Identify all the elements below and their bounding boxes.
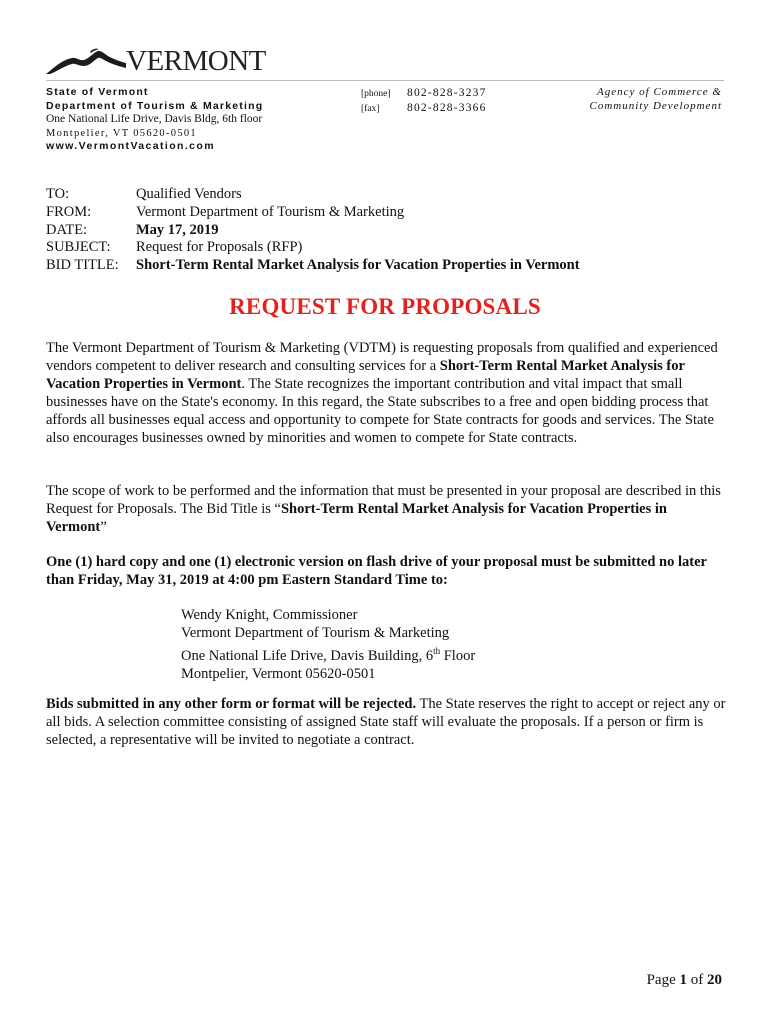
date-label: DATE: xyxy=(46,221,88,238)
from-label: FROM: xyxy=(46,203,92,220)
intro-text-a: The Vermont Department of Tourism & Marketing (VDTM) is requesting proposals from qualified and experienced vendors competent to deliver research and consulting services for a xyxy=(46,340,718,374)
page-number xyxy=(647,972,722,989)
page-of: of xyxy=(687,972,707,988)
intro-text-c: . The State recognizes the important contribution and vital impact that small businesses have on the State's economy. In this regard, the State subscribes to a free and open bidding process that affords all businesses equal access and opportunity to compete for State contracts for goods and services. The State also encourages businesses owned by minorities and women to compete for State contracts. xyxy=(46,376,714,446)
addr-line-2: Vermont Department of Tourism & Marketing xyxy=(181,625,450,641)
page-total: 20 xyxy=(707,972,722,988)
website-link[interactable]: www.VermontVacation.com xyxy=(46,140,215,153)
subject-value: Request for Proposals (RFP) xyxy=(136,239,303,256)
rejection-text-bold: Bids submitted in any other form or format will be rejected. xyxy=(46,696,417,712)
from-value: Vermont Department of Tourism & Marketing xyxy=(136,203,405,220)
scope-text-bold: Short-Term Rental Market Analysis for Vacation Properties in Vermont xyxy=(46,501,667,535)
addr-line-3-b: Floor xyxy=(440,647,476,664)
phone-label: [phone] xyxy=(361,89,391,99)
vermont-logo xyxy=(46,44,266,78)
addr-line-4: Montpelier, Vermont 05620-0501 xyxy=(181,665,376,682)
intro-paragraph xyxy=(46,339,726,447)
org-line-1: State of Vermont xyxy=(46,86,149,98)
scope-text-a: The scope of work to be performed and the information that must be presented in your proposal are described in this Request for Proposals. The Bid Title is “ xyxy=(46,483,721,517)
submission-paragraph: One (1) hard copy and one (1) electronic version on flash drive of your proposal must be submitted no later than Friday, May 31, 2019 at 4:00 pm Eastern Standard Time to: xyxy=(46,554,707,588)
letterhead-address-block xyxy=(46,86,263,154)
fax-number: 802-828-3366 xyxy=(407,101,487,114)
subject-label: SUBJECT: xyxy=(46,239,111,256)
to-label: TO: xyxy=(46,186,70,202)
phone-number: 802-828-3237 xyxy=(407,87,487,99)
logo-wordmark: VERMONT xyxy=(126,45,266,77)
addr-line-1: Wendy Knight, Commissioner xyxy=(181,607,358,623)
document-heading: REQUEST FOR PROPOSALS xyxy=(229,294,541,319)
memo-header xyxy=(46,186,580,275)
page-current: 1 xyxy=(679,972,687,988)
address-line-2: Montpelier, VT 05620-0501 xyxy=(46,127,197,139)
addr-line-3 xyxy=(181,642,475,665)
agency-line-2: Community Development xyxy=(589,99,722,112)
scope-text-c: ” xyxy=(100,519,107,535)
addr-line-3-a: One National Life Drive, Davis Building, 6 xyxy=(181,647,434,664)
addr-line-3-sup: th xyxy=(433,646,441,656)
to-value: Qualified Vendors xyxy=(136,186,242,202)
mountain-logo-icon xyxy=(46,48,126,74)
agency-block xyxy=(590,86,723,113)
intro-text-bold: Short-Term Rental Market Analysis for Vacation Properties in Vermont xyxy=(46,358,685,392)
bid-title-value: Short-Term Rental Market Analysis for Vacation Properties in Vermont xyxy=(136,257,580,274)
page-prefix: Page xyxy=(646,972,680,988)
bid-title-label: BID TITLE: xyxy=(46,257,119,274)
letterhead-contact-block xyxy=(361,87,487,116)
date-value: May 17, 2019 xyxy=(136,221,219,238)
submission-address xyxy=(181,606,475,683)
scope-paragraph xyxy=(46,482,726,536)
fax-label: [fax] xyxy=(361,103,380,114)
letterhead-rule xyxy=(46,80,724,81)
rejection-paragraph xyxy=(46,695,726,749)
org-line-2: Department of Tourism & Marketing xyxy=(46,99,264,112)
agency-line-1: Agency of Commerce & xyxy=(597,86,722,98)
address-line-1: One National Life Drive, Davis Bldg, 6th floor xyxy=(46,113,263,126)
rejection-text: The State reserves the right to accept or reject any or all bids. A selection committee consisting of assigned State staff will evaluate the proposals. If a person or firm is selected, a representative will be invited to negotiate a contract. xyxy=(46,696,726,748)
